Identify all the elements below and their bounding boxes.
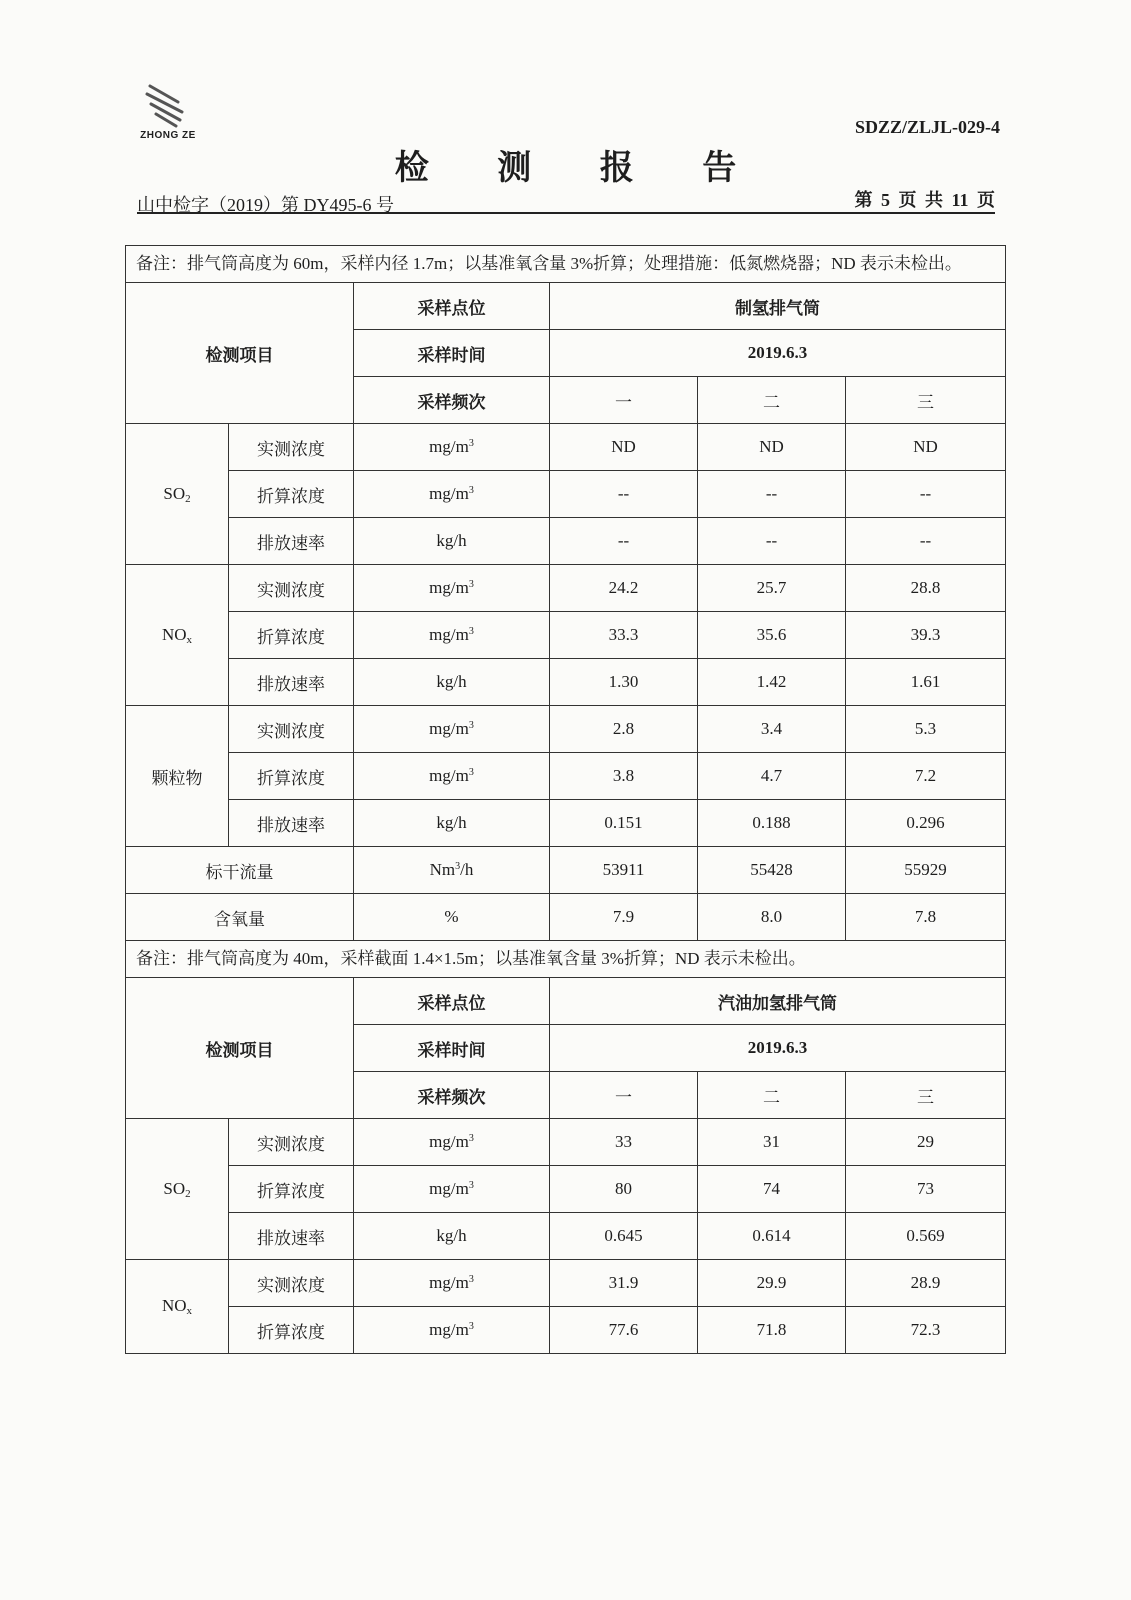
frequency-cell: 三 bbox=[846, 1072, 1006, 1119]
header-row bbox=[126, 978, 1006, 1025]
unit-cell bbox=[354, 1119, 550, 1166]
unit-text: mg/m bbox=[429, 719, 469, 738]
value-cell: 0.151 bbox=[550, 800, 698, 847]
unit-cell bbox=[354, 565, 550, 612]
unit-text: % bbox=[444, 907, 459, 926]
pollutant-name bbox=[126, 424, 229, 565]
unit-cell bbox=[354, 1213, 550, 1260]
value-cell: 35.6 bbox=[698, 612, 846, 659]
sampling-frequency-label: 采样频次 bbox=[354, 1072, 550, 1119]
unit-superscript: 3 bbox=[468, 720, 474, 731]
pollutant-name bbox=[126, 706, 229, 847]
sampling-time-label: 采样时间 bbox=[354, 1025, 550, 1072]
value-cell: -- bbox=[550, 518, 698, 565]
measure-label: 折算浓度 bbox=[229, 753, 354, 800]
value-cell: 8.0 bbox=[698, 894, 846, 941]
table-note: 备注：排气筒高度为 40m，采样截面 1.4×1.5m；以基准氧含量 3%折算；ND 表示未检出。 bbox=[126, 941, 1006, 978]
measure-label: 折算浓度 bbox=[229, 612, 354, 659]
value-cell: -- bbox=[698, 518, 846, 565]
unit-superscript: 3 bbox=[468, 1133, 474, 1144]
unit-superscript: 3 bbox=[468, 579, 474, 590]
measure-label: 实测浓度 bbox=[229, 565, 354, 612]
measure-label: 标干流量 bbox=[126, 847, 354, 894]
unit-superscript: 3 bbox=[455, 861, 461, 872]
header-row bbox=[126, 283, 1006, 330]
value-cell: ND bbox=[846, 424, 1006, 471]
measure-label: 实测浓度 bbox=[229, 1119, 354, 1166]
value-cell: 0.188 bbox=[698, 800, 846, 847]
unit-cell bbox=[354, 612, 550, 659]
unit-cell bbox=[354, 847, 550, 894]
value-cell: 24.2 bbox=[550, 565, 698, 612]
table-row bbox=[126, 847, 1006, 894]
item-header: 检测项目 bbox=[126, 978, 354, 1119]
pollutant-text: SO bbox=[163, 483, 186, 503]
unit-text: kg/h bbox=[436, 1226, 467, 1245]
frequency-cell: 一 bbox=[550, 377, 698, 424]
value-cell: 72.3 bbox=[846, 1307, 1006, 1354]
value-cell: 0.569 bbox=[846, 1213, 1006, 1260]
results-table bbox=[125, 245, 1006, 1354]
pollutant-subscript: x bbox=[186, 633, 193, 646]
frequency-cell: 二 bbox=[698, 377, 846, 424]
unit-text: kg/h bbox=[436, 672, 467, 691]
unit-cell bbox=[354, 471, 550, 518]
sampling-point-value: 制氢排气筒 bbox=[550, 283, 1006, 330]
value-cell: 5.3 bbox=[846, 706, 1006, 753]
table-row bbox=[126, 659, 1006, 706]
table-row bbox=[126, 565, 1006, 612]
value-cell: 2.8 bbox=[550, 706, 698, 753]
value-cell: 29 bbox=[846, 1119, 1006, 1166]
frequency-cell: 三 bbox=[846, 377, 1006, 424]
results-container bbox=[125, 245, 1005, 1354]
frequency-cell: 二 bbox=[698, 1072, 846, 1119]
sampling-point-value: 汽油加氢排气筒 bbox=[550, 978, 1006, 1025]
table-row bbox=[126, 1307, 1006, 1354]
value-cell: 3.8 bbox=[550, 753, 698, 800]
table-row bbox=[126, 518, 1006, 565]
table-row bbox=[126, 1166, 1006, 1213]
unit-text: mg/m bbox=[429, 625, 469, 644]
pollutant-text: 颗粒物 bbox=[151, 768, 203, 788]
value-cell: 1.61 bbox=[846, 659, 1006, 706]
unit-text: kg/h bbox=[436, 531, 467, 550]
pollutant-subscript: x bbox=[186, 1305, 193, 1317]
value-cell: 0.645 bbox=[550, 1213, 698, 1260]
sampling-time-value: 2019.6.3 bbox=[550, 330, 1006, 377]
unit-superscript: 3 bbox=[468, 1321, 474, 1332]
document-code: SDZZ/ZLJL-029-4 bbox=[854, 117, 1000, 137]
value-cell: -- bbox=[698, 471, 846, 518]
value-cell: 39.3 bbox=[846, 612, 1006, 659]
sampling-point-label: 采样点位 bbox=[354, 978, 550, 1025]
sampling-time-label: 采样时间 bbox=[354, 330, 550, 377]
table-row bbox=[126, 424, 1006, 471]
table-row bbox=[126, 706, 1006, 753]
unit-text: mg/m bbox=[429, 766, 469, 785]
unit-cell bbox=[354, 706, 550, 753]
measure-label: 排放速率 bbox=[229, 518, 354, 565]
value-cell: 1.42 bbox=[698, 659, 846, 706]
value-cell: -- bbox=[846, 471, 1006, 518]
table-row bbox=[126, 612, 1006, 659]
measure-label: 实测浓度 bbox=[229, 1260, 354, 1307]
unit-cell bbox=[354, 753, 550, 800]
header-divider bbox=[137, 212, 995, 214]
unit-superscript: 3 bbox=[468, 626, 474, 637]
unit-text: mg/m bbox=[429, 578, 469, 597]
value-cell: ND bbox=[698, 424, 846, 471]
value-cell: -- bbox=[846, 518, 1006, 565]
measure-label: 排放速率 bbox=[229, 1213, 354, 1260]
measure-label: 折算浓度 bbox=[229, 1307, 354, 1354]
value-cell: 77.6 bbox=[550, 1307, 698, 1354]
unit-cell bbox=[354, 1307, 550, 1354]
table-row bbox=[126, 753, 1006, 800]
pollutant-text: NO bbox=[161, 624, 187, 644]
value-cell: 3.4 bbox=[698, 706, 846, 753]
value-cell: ND bbox=[550, 424, 698, 471]
measure-label: 排放速率 bbox=[229, 659, 354, 706]
value-cell: 53911 bbox=[550, 847, 698, 894]
table-row bbox=[126, 894, 1006, 941]
value-cell: 0.614 bbox=[698, 1213, 846, 1260]
value-cell: 55929 bbox=[846, 847, 1006, 894]
unit-cell bbox=[354, 1166, 550, 1213]
logo-text: ZHONG ZE bbox=[140, 130, 196, 141]
pollutant-text: SO bbox=[163, 1178, 186, 1198]
unit-text: mg/m bbox=[429, 1179, 469, 1198]
pollutant-subscript: 2 bbox=[185, 492, 191, 505]
value-cell: 73 bbox=[846, 1166, 1006, 1213]
value-cell: 25.7 bbox=[698, 565, 846, 612]
measure-label: 含氧量 bbox=[126, 894, 354, 941]
value-cell: 7.8 bbox=[846, 894, 1006, 941]
table-note: 备注：排气筒高度为 60m，采样内径 1.7m；以基准氧含量 3%折算；处理措施：低氮燃烧器；ND 表示未检出。 bbox=[126, 246, 1006, 283]
logo-stripes-icon bbox=[142, 80, 192, 130]
unit-text: kg/h bbox=[436, 813, 467, 832]
table-row bbox=[126, 1213, 1006, 1260]
unit-superscript: 3 bbox=[468, 1180, 474, 1191]
value-cell: 74 bbox=[698, 1166, 846, 1213]
unit-text: mg/m bbox=[429, 1273, 469, 1292]
measure-label: 实测浓度 bbox=[229, 424, 354, 471]
value-cell: 0.296 bbox=[846, 800, 1006, 847]
measure-label: 排放速率 bbox=[229, 800, 354, 847]
pollutant-text: NO bbox=[161, 1296, 187, 1315]
value-cell: 71.8 bbox=[698, 1307, 846, 1354]
table-row bbox=[126, 1119, 1006, 1166]
page-title: 检 测 报 告 bbox=[394, 150, 767, 187]
value-cell: 7.2 bbox=[846, 753, 1006, 800]
table-row bbox=[126, 800, 1006, 847]
note-row bbox=[126, 246, 1006, 283]
unit-text: Nm bbox=[429, 860, 456, 879]
value-cell: 28.9 bbox=[846, 1260, 1006, 1307]
measure-label: 实测浓度 bbox=[229, 706, 354, 753]
value-cell: 7.9 bbox=[550, 894, 698, 941]
value-cell: 33 bbox=[550, 1119, 698, 1166]
unit-tail: /h bbox=[460, 860, 474, 879]
pollutant-subscript: 2 bbox=[185, 1187, 191, 1200]
sampling-time-value: 2019.6.3 bbox=[550, 1025, 1006, 1072]
value-cell: -- bbox=[550, 471, 698, 518]
unit-text: mg/m bbox=[429, 437, 469, 456]
item-header: 检测项目 bbox=[126, 283, 354, 424]
value-cell: 33.3 bbox=[550, 612, 698, 659]
value-cell: 1.30 bbox=[550, 659, 698, 706]
measure-label: 折算浓度 bbox=[229, 1166, 354, 1213]
table-row bbox=[126, 471, 1006, 518]
sampling-frequency-label: 采样频次 bbox=[354, 377, 550, 424]
value-cell: 28.8 bbox=[846, 565, 1006, 612]
unit-cell bbox=[354, 894, 550, 941]
unit-text: mg/m bbox=[429, 1320, 469, 1339]
unit-cell bbox=[354, 1260, 550, 1307]
pollutant-name bbox=[126, 565, 229, 706]
unit-superscript: 3 bbox=[468, 767, 474, 778]
unit-cell bbox=[354, 800, 550, 847]
unit-cell bbox=[354, 518, 550, 565]
value-cell: 31.9 bbox=[550, 1260, 698, 1307]
value-cell: 80 bbox=[550, 1166, 698, 1213]
value-cell: 4.7 bbox=[698, 753, 846, 800]
unit-text: mg/m bbox=[429, 484, 469, 503]
unit-cell bbox=[354, 659, 550, 706]
unit-cell bbox=[354, 424, 550, 471]
report-number: 山中检字（2019）第 DY495-6 号 bbox=[137, 195, 394, 215]
value-cell: 31 bbox=[698, 1119, 846, 1166]
value-cell: 29.9 bbox=[698, 1260, 846, 1307]
table-row bbox=[126, 1260, 1006, 1307]
measure-label: 折算浓度 bbox=[229, 471, 354, 518]
unit-superscript: 3 bbox=[468, 438, 474, 449]
company-logo bbox=[128, 78, 208, 148]
unit-superscript: 3 bbox=[468, 1274, 474, 1285]
unit-text: mg/m bbox=[429, 1132, 469, 1151]
value-cell: 55428 bbox=[698, 847, 846, 894]
note-row bbox=[126, 941, 1006, 978]
unit-superscript: 3 bbox=[468, 485, 474, 496]
frequency-cell: 一 bbox=[550, 1072, 698, 1119]
pollutant-name bbox=[126, 1260, 229, 1354]
page-number: 第 5 页 共 11 页 bbox=[854, 190, 995, 210]
sampling-point-label: 采样点位 bbox=[354, 283, 550, 330]
pollutant-name bbox=[126, 1119, 229, 1260]
